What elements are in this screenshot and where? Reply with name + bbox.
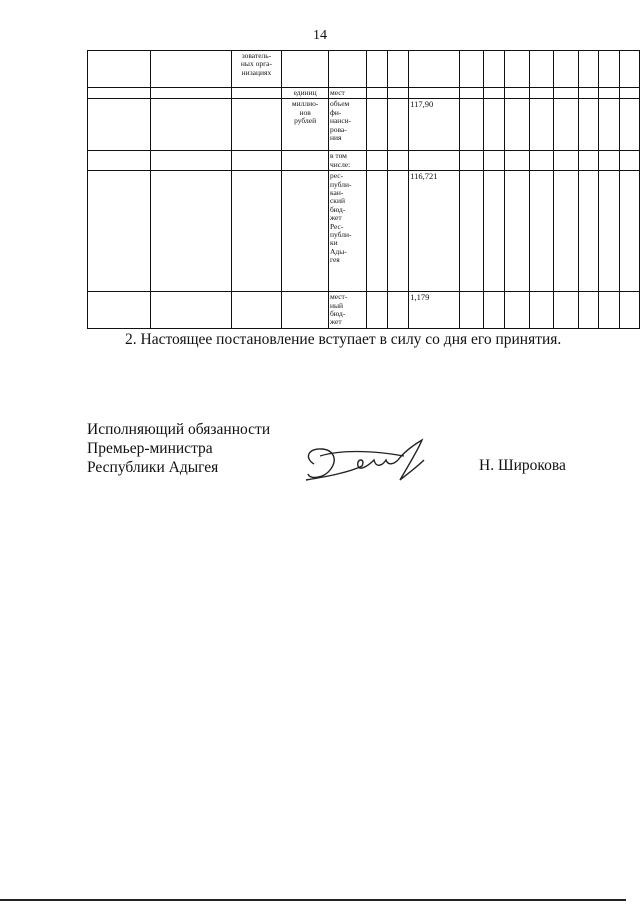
table-cell (530, 51, 554, 88)
table-cell (530, 88, 554, 99)
table-cell (88, 99, 151, 151)
table-cell (409, 51, 459, 88)
table-row (88, 151, 640, 171)
table-cell (328, 51, 366, 88)
table-cell: 116,721 (409, 171, 459, 292)
table-cell (504, 51, 529, 88)
table-cell (409, 88, 459, 99)
table-cell (231, 88, 282, 99)
table-cell (578, 88, 598, 99)
table-cell: миллио- нов рублей (282, 99, 329, 151)
table-cell (282, 51, 329, 88)
table-cell (578, 171, 598, 292)
table-row (88, 171, 640, 292)
table-cell (459, 88, 483, 99)
table-cell (151, 151, 231, 171)
table-cell (484, 88, 505, 99)
table-cell: мест (328, 88, 366, 99)
table-cell (484, 51, 505, 88)
table-cell (484, 292, 505, 329)
table-cell (151, 292, 231, 329)
table-cell: зователь- ных орга- низациях (231, 51, 282, 88)
table-cell (88, 292, 151, 329)
table-cell (459, 171, 483, 292)
signatory-name: Н. Широкова (479, 457, 566, 474)
table-cell (530, 99, 554, 151)
table-cell (578, 151, 598, 171)
table-row (88, 292, 640, 329)
table-cell (366, 88, 387, 99)
table-cell (484, 171, 505, 292)
signatory-line-3: Республики Адыгея (87, 459, 219, 476)
table-cell: в том числе: (328, 151, 366, 171)
signatory-line-2: Премьер-министра (87, 440, 213, 457)
table-cell (459, 292, 483, 329)
table-cell (231, 292, 282, 329)
table-cell (387, 171, 409, 292)
table-cell (598, 171, 620, 292)
table-cell (620, 88, 640, 99)
table-cell (88, 51, 151, 88)
table-cell (231, 99, 282, 151)
table-cell (151, 51, 231, 88)
table-cell (598, 151, 620, 171)
table-cell (88, 88, 151, 99)
table-cell (504, 99, 529, 151)
data-table (87, 50, 640, 329)
table-cell (554, 99, 578, 151)
table-cell (484, 99, 505, 151)
table-cell (387, 292, 409, 329)
signatory-title (87, 420, 270, 477)
table-cell (620, 151, 640, 171)
table-cell (554, 171, 578, 292)
table-cell (578, 51, 598, 88)
table-cell (578, 99, 598, 151)
table-cell (554, 292, 578, 329)
table-cell (459, 99, 483, 151)
table-row (88, 99, 640, 151)
signatory-line-1: Исполняющий обязанности (87, 421, 271, 438)
table-cell (598, 99, 620, 151)
table-cell (530, 292, 554, 329)
table-cell (366, 99, 387, 151)
table-cell (620, 51, 640, 88)
table-cell (620, 99, 640, 151)
table-cell (620, 292, 640, 329)
table-cell (598, 88, 620, 99)
table-cell: единиц (282, 88, 329, 99)
table-cell (366, 51, 387, 88)
page-number: 14 (313, 28, 327, 43)
table-cell (88, 171, 151, 292)
table-cell (282, 151, 329, 171)
table-cell (504, 88, 529, 99)
table-cell (366, 151, 387, 171)
table-cell (598, 51, 620, 88)
table-cell (151, 171, 231, 292)
table-cell (387, 51, 409, 88)
table-cell (530, 151, 554, 171)
table-cell: 117,90 (409, 99, 459, 151)
table-cell (366, 292, 387, 329)
table-cell (409, 151, 459, 171)
table-cell (387, 99, 409, 151)
table-cell (282, 292, 329, 329)
table-row (88, 88, 640, 99)
handwritten-signature (300, 436, 440, 492)
table-cell (387, 151, 409, 171)
table-cell (620, 171, 640, 292)
table-cell (151, 99, 231, 151)
table-cell (282, 171, 329, 292)
table-cell (554, 151, 578, 171)
table-cell (459, 151, 483, 171)
table-cell (387, 88, 409, 99)
table-cell (366, 171, 387, 292)
table-cell: объем фи- нанси- рова- ния (328, 99, 366, 151)
table-row (88, 51, 640, 88)
table-cell (151, 88, 231, 99)
table-cell (598, 292, 620, 329)
table-cell (504, 171, 529, 292)
table-cell (459, 51, 483, 88)
table-cell (484, 151, 505, 171)
table-cell (231, 151, 282, 171)
table-cell (578, 292, 598, 329)
table-cell (504, 151, 529, 171)
table-cell: мест- ный бюд- жет (328, 292, 366, 329)
table-cell (530, 171, 554, 292)
table-cell (88, 151, 151, 171)
table-cell (554, 51, 578, 88)
table-cell: 1,179 (409, 292, 459, 329)
table-cell (231, 171, 282, 292)
table-cell: рес- публи- кан- ский бюд- жет Рес- публи- ки Ады- гея (328, 171, 366, 292)
table-cell (504, 292, 529, 329)
table-cell (554, 88, 578, 99)
bottom-rule (0, 899, 626, 901)
resolution-clause: 2. Настоящее постановление вступает в силу со дня его принятия. (125, 331, 562, 348)
